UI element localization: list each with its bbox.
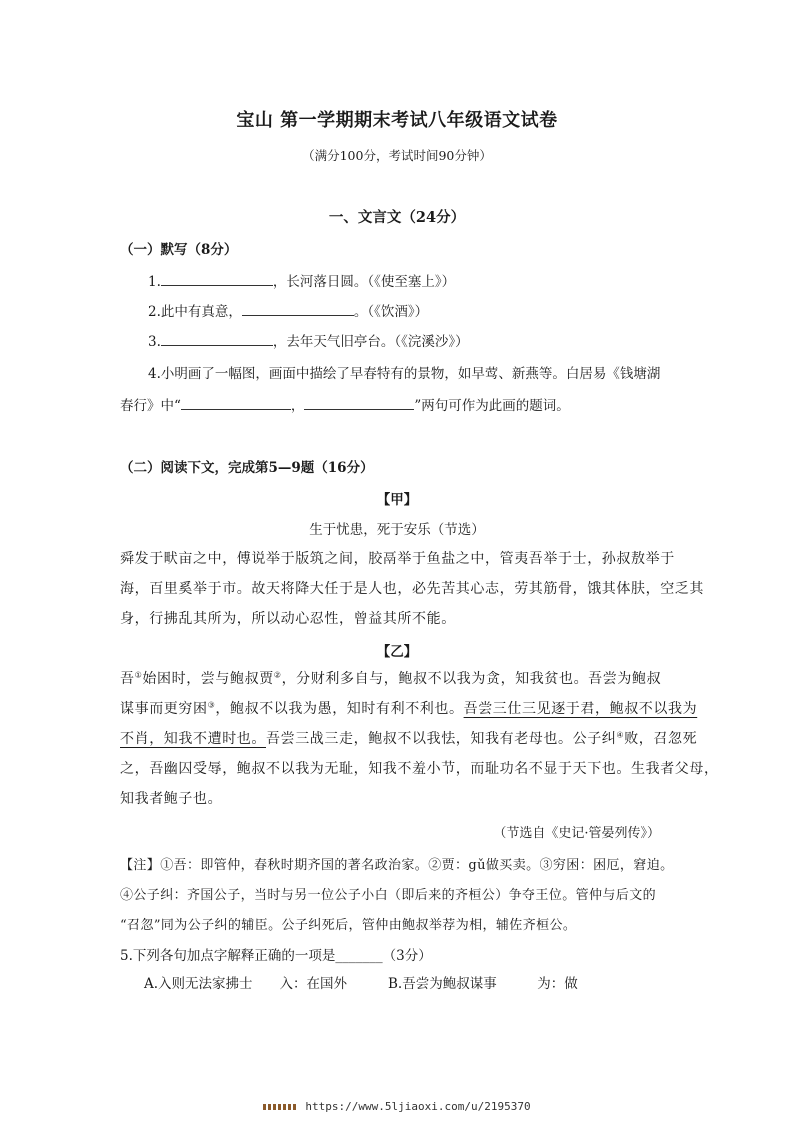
underlined-sentence: 吾尝三仕三见逐于君，鲍叔不以我为 [463,701,698,717]
q4-text-c: ”两句可作为此画的题词。 [414,398,570,414]
answer-blank[interactable] [161,271,273,286]
passage-yi-label: 【乙】 [376,644,418,660]
question-1 [148,270,455,290]
footnote-marker: ① [134,670,143,680]
answer-blank[interactable] [304,395,414,410]
passage-yi-line [120,728,697,748]
page-title: 宝山 第一学期期末考试八年级语文试卷 [236,110,558,131]
annotation-line: “召忽”同为公子纠的辅臣。公子纠死后，管仲由鲍叔举荐为相，辅佐齐桓公。 [120,918,577,933]
q1-number: 1. [148,274,161,290]
passage-jia-title: 生于忧患，死于安乐（节选） [309,522,485,538]
question-3 [148,330,469,350]
underlined-sentence: 不肖，知我不遭时也。 [120,731,266,747]
text-run: 吾 [120,671,135,687]
q4-text-a: 春行》中“ [120,398,181,414]
q4-text-b: ， [290,398,305,414]
q3-number: 3. [148,334,161,350]
text-run: ，分财利多自与，鲍叔不以我为贪，知我贫也。吾尝为鲍叔 [281,671,662,687]
watermark-logo-icon [263,1104,297,1110]
text-run: 败，召忽死 [624,731,698,747]
footnote-marker: ④ [616,730,625,740]
question-2 [148,300,428,320]
passage-jia-label: 【甲】 [376,492,418,508]
footer [0,1100,794,1113]
answer-blank[interactable] [181,395,291,410]
exam-info: （满分100分，考试时间90分钟） [302,148,492,163]
question-4-line2 [120,394,570,414]
question-4-line1: 4.小明画了一幅图，画面中描绘了早春特有的景物，如早莺、新燕等。白居易《钱塘湖 [148,366,661,382]
text-run: 始困时，尝与鲍叔贾 [142,671,274,687]
question-5-option-a[interactable]: A.入则无法家拂士 入：在国外 [144,976,348,992]
passage-jia-line: 舜发于畎亩之中，傅说举于版筑之间，胶鬲举于鱼盐之中，管夷吾举于士，孙叔敖举于 [120,551,675,567]
text-run: 谋事而更穷困 [120,701,208,717]
answer-blank[interactable] [242,301,354,316]
footnote-marker: ② [273,670,282,680]
annotation-line: 【注】①吾：即管仲，春秋时期齐国的著名政治家。②贾：gǔ做买卖。③穷困：困厄，窘迫。 [120,858,674,873]
passage-source: （节选自《史记·管晏列传》） [493,826,660,841]
passage-yi-line: 之，吾幽囚受辱，鲍叔不以我为无耻，知我不羞小节，而耻功名不显于天下也。生我者父母， [120,761,719,777]
q2-text-b: 。（《饮酒》） [353,304,429,320]
answer-blank[interactable] [161,331,273,346]
passage-yi-line [120,668,661,688]
passage-jia-line: 身，行拂乱其所为，所以动心忍性，曾益其所不能。 [120,611,456,627]
passage-jia-line: 海，百里奚举于市。故天将降大任于是人也，必先苦其心志，劳其筋骨，饿其体肤，空乏其 [120,581,704,597]
annotation-line: ④公子纠：齐国公子，当时与另一位公子小白（即后来的齐桓公）争夺王位。管仲与后文的 [120,888,657,903]
question-5-option-b[interactable]: B.吾尝为鲍叔谋事 为：做 [388,976,578,992]
footnote-marker: ③ [207,700,216,710]
footer-url[interactable]: https://www.5ljiaoxi.com/u/2195370 [305,1100,531,1113]
question-5-stem: 5.下列各句加点字解释正确的一项是_______（3分） [120,948,432,964]
passage-yi-line: 知我者鲍子也。 [120,791,223,807]
q3-text: ，去年天气旧亭台。（《浣溪沙》） [272,334,469,350]
q2-text-a: 2.此中有真意， [148,304,242,320]
q1-text: ，长河落日圆。（《使至塞上》） [272,274,456,290]
passage-yi-line [120,698,697,718]
part2-heading: （二）阅读下文，完成第5—9题（16分） [120,460,374,476]
text-run: 吾尝三战三走，鲍叔不以我怯，知我有老母也。公子纠 [266,731,617,747]
section-heading: 一、文言文（24分） [328,209,466,226]
part1-heading: （一）默写（8分） [120,242,238,258]
text-run: ，鲍叔不以我为愚，知时有利不利也。 [215,701,464,717]
